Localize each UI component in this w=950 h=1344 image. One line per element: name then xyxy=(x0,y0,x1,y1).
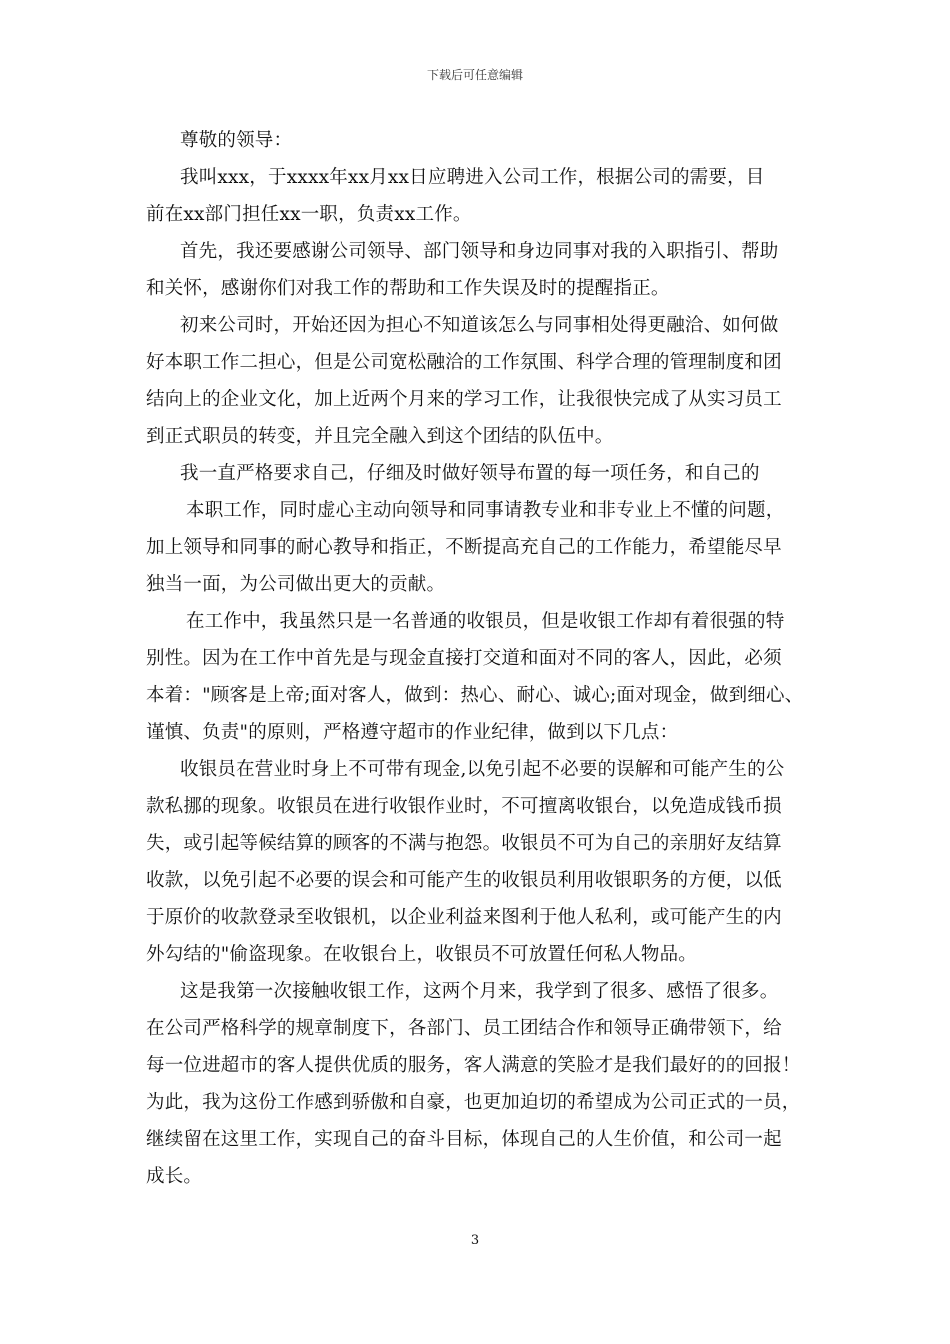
paragraph-line: 成长。 xyxy=(146,1166,203,1187)
paragraph-line: 别性。因为在工作中首先是与现金直接打交道和面对不同的客人，因此，必须 xyxy=(146,648,782,669)
paragraph-line: 为此，我为这份工作感到骄傲和自豪，也更加迫切的希望成为公司正式的一员， xyxy=(146,1092,801,1113)
paragraph-line: 于原价的收款登录至收银机，以企业利益来图利于他人私利，或可能产生的内 xyxy=(146,907,782,928)
letter-body xyxy=(146,122,810,1195)
paragraph-line: 加上领导和同事的耐心教导和指正，不断提高充自己的工作能力，希望能尽早 xyxy=(146,537,782,558)
paragraph-line: 我叫xxx，于xxxx年xx月xx日应聘进入公司工作，根据公司的需要，目 xyxy=(180,167,765,188)
paragraph-line: 收银员在营业时身上不可带有现金,以免引起不必要的误解和可能产生的公 xyxy=(180,759,785,780)
paragraph-line: 到正式职员的转变，并且完全融入到这个团结的队伍中。 xyxy=(146,426,614,447)
paragraph-line: 本职工作，同时虚心主动向领导和同事请教专业和非专业上不懂的问题， xyxy=(186,500,785,521)
paragraph-line: 初来公司时，开始还因为担心不知道该怎么与同事相处得更融洽、如何做 xyxy=(180,315,779,336)
paragraph-line: 失，或引起等候结算的顾客的不满与抱怨。收银员不可为自己的亲朋好友结算 xyxy=(146,833,782,854)
paragraph-line: 前在xx部门担任xx一职，负责xx工作。 xyxy=(146,204,472,225)
paragraph-line: 在工作中，我虽然只是一名普通的收银员，但是收银工作却有着很强的特 xyxy=(186,611,785,632)
paragraph-line: 本着："顾客是上帝;面对客人，做到：热心、耐心、诚心;面对现金，做到细心、 xyxy=(146,685,804,706)
paragraph-line: 谨慎、负责"的原则，严格遵守超市的作业纪律，做到以下几点： xyxy=(146,722,679,743)
paragraph-line: 和关怀，感谢你们对我工作的帮助和工作失误及时的提醒指正。 xyxy=(146,278,670,299)
page-number: 3 xyxy=(470,1233,480,1248)
page-header: 下载后可任意编辑 xyxy=(426,68,523,82)
paragraph-line: 每一位进超市的客人提供优质的服务，客人满意的笑脸才是我们最好的的回报！ xyxy=(146,1055,801,1076)
paragraph-line: 外勾结的"偷盗现象。在收银台上，收银员不可放置任何私人物品。 xyxy=(146,944,698,965)
paragraph-line: 继续留在这里工作，实现自己的奋斗目标，体现自己的人生价值，和公司一起 xyxy=(146,1129,782,1150)
paragraph-line: 首先，我还要感谢公司领导、部门领导和身边同事对我的入职指引、帮助 xyxy=(180,241,779,262)
paragraph-line: 这是我第一次接触收银工作，这两个月来，我学到了很多、感悟了很多。 xyxy=(180,981,779,1002)
paragraph-line: 独当一面，为公司做出更大的贡献。 xyxy=(146,574,446,595)
paragraph-line: 结向上的企业文化，加上近两个月来的学习工作，让我很快完成了从实习员工 xyxy=(146,389,782,410)
paragraph-line: 我一直严格要求自己，仔细及时做好领导布置的每一项任务，和自己的 xyxy=(180,463,760,484)
salutation: 尊敬的领导： xyxy=(180,130,293,151)
paragraph-line: 在公司严格科学的规章制度下，各部门、员工团结合作和领导正确带领下，给 xyxy=(146,1018,782,1039)
paragraph-line: 好本职工作二担心，但是公司宽松融洽的工作氛围、科学合理的管理制度和团 xyxy=(146,352,782,373)
paragraph-line: 款私挪的现象。收银员在进行收银作业时，不可擅离收银台，以免造成钱币损 xyxy=(146,796,782,817)
paragraph-line: 收款，以免引起不必要的误会和可能产生的收银员利用收银职务的方便，以低 xyxy=(146,870,782,891)
